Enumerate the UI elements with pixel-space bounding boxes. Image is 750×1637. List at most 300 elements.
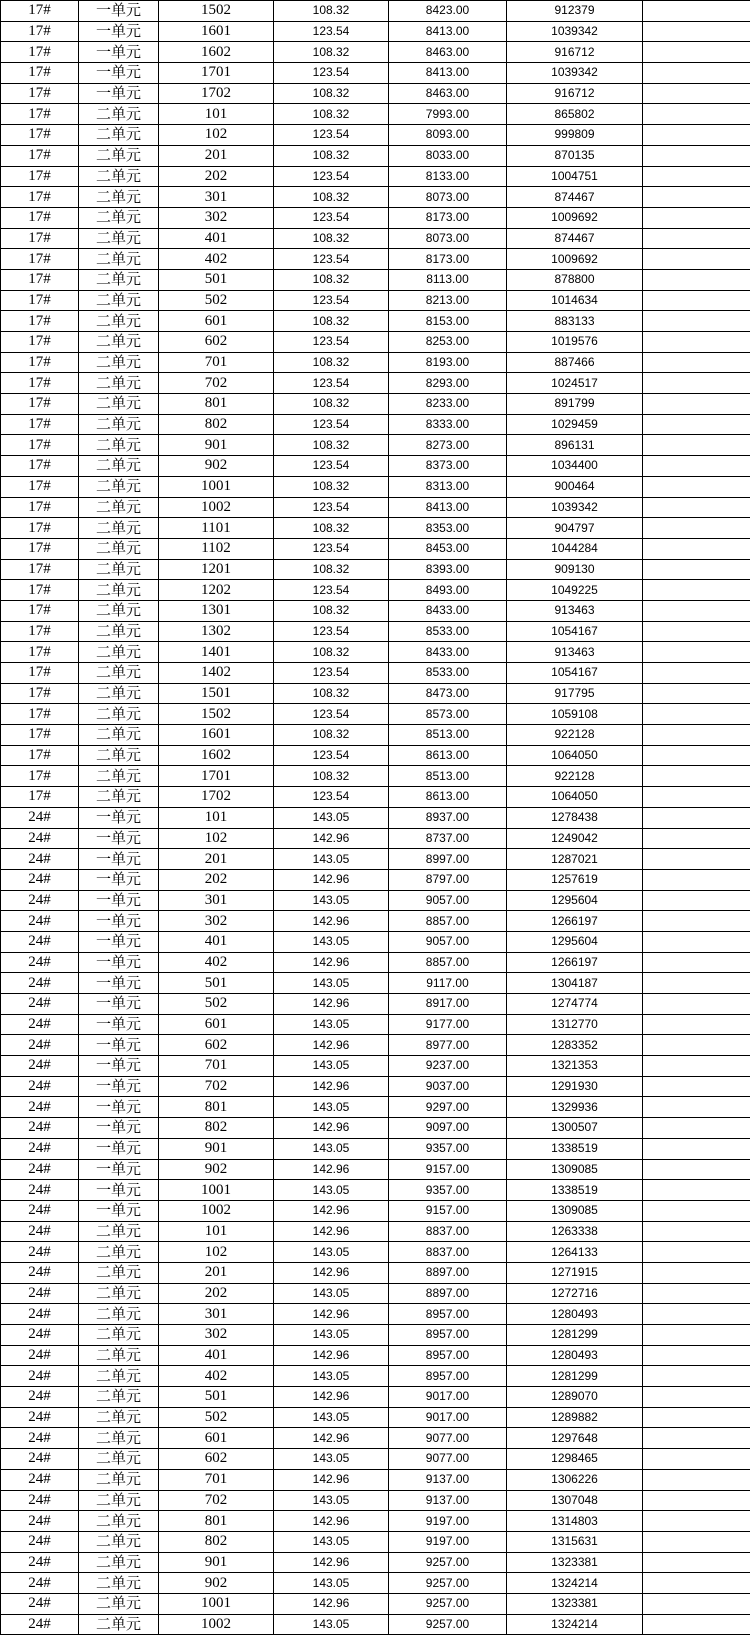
area-cell: 123.54 bbox=[274, 332, 389, 353]
room-cell: 701 bbox=[159, 1056, 274, 1077]
unit-cell: 一单元 bbox=[79, 1097, 159, 1118]
total-price-cell: 1306226 bbox=[507, 1469, 643, 1490]
total-price-cell: 1323381 bbox=[507, 1552, 643, 1573]
unit-price-cell: 8493.00 bbox=[389, 580, 507, 601]
remark-cell bbox=[643, 290, 750, 311]
unit-cell: 一单元 bbox=[79, 931, 159, 952]
total-price-cell: 1009692 bbox=[507, 207, 643, 228]
area-cell: 142.96 bbox=[274, 1035, 389, 1056]
room-cell: 801 bbox=[159, 394, 274, 415]
area-cell: 108.32 bbox=[274, 83, 389, 104]
unit-cell: 二单元 bbox=[79, 1283, 159, 1304]
total-price-cell: 916712 bbox=[507, 83, 643, 104]
building-cell: 17# bbox=[1, 766, 79, 787]
room-cell: 902 bbox=[159, 456, 274, 477]
building-cell: 17# bbox=[1, 663, 79, 684]
remark-cell bbox=[643, 1221, 750, 1242]
room-cell: 502 bbox=[159, 994, 274, 1015]
room-cell: 402 bbox=[159, 1366, 274, 1387]
unit-price-cell: 9057.00 bbox=[389, 890, 507, 911]
remark-cell bbox=[643, 745, 750, 766]
remark-cell bbox=[643, 1387, 750, 1408]
table-row bbox=[1, 642, 750, 663]
total-price-cell: 1281299 bbox=[507, 1366, 643, 1387]
room-cell: 1001 bbox=[159, 1593, 274, 1614]
remark-cell bbox=[643, 787, 750, 808]
unit-price-cell: 8957.00 bbox=[389, 1366, 507, 1387]
building-cell: 17# bbox=[1, 1, 79, 22]
total-price-cell: 1291930 bbox=[507, 1076, 643, 1097]
total-price-cell: 878800 bbox=[507, 269, 643, 290]
total-price-cell: 1314803 bbox=[507, 1511, 643, 1532]
table-row bbox=[1, 394, 750, 415]
unit-cell: 一单元 bbox=[79, 1, 159, 22]
unit-cell: 二单元 bbox=[79, 1325, 159, 1346]
remark-cell bbox=[643, 83, 750, 104]
unit-price-cell: 8333.00 bbox=[389, 414, 507, 435]
remark-cell bbox=[643, 1035, 750, 1056]
total-price-cell: 900464 bbox=[507, 476, 643, 497]
total-price-cell: 1300507 bbox=[507, 1118, 643, 1139]
remark-cell bbox=[643, 1449, 750, 1470]
area-cell: 123.54 bbox=[274, 249, 389, 270]
building-cell: 17# bbox=[1, 704, 79, 725]
total-price-cell: 1338519 bbox=[507, 1180, 643, 1201]
table-row bbox=[1, 994, 750, 1015]
building-cell: 17# bbox=[1, 559, 79, 580]
total-price-cell: 870135 bbox=[507, 145, 643, 166]
unit-cell: 一单元 bbox=[79, 994, 159, 1015]
room-cell: 302 bbox=[159, 207, 274, 228]
area-cell: 143.05 bbox=[274, 1283, 389, 1304]
total-price-cell: 896131 bbox=[507, 435, 643, 456]
area-cell: 142.96 bbox=[274, 994, 389, 1015]
total-price-cell: 887466 bbox=[507, 352, 643, 373]
area-cell: 143.05 bbox=[274, 1242, 389, 1263]
unit-price-cell: 8073.00 bbox=[389, 228, 507, 249]
unit-cell: 二单元 bbox=[79, 394, 159, 415]
unit-price-cell: 9197.00 bbox=[389, 1511, 507, 1532]
building-cell: 17# bbox=[1, 745, 79, 766]
remark-cell bbox=[643, 125, 750, 146]
area-cell: 123.54 bbox=[274, 580, 389, 601]
remark-cell bbox=[643, 435, 750, 456]
room-cell: 102 bbox=[159, 1242, 274, 1263]
building-cell: 24# bbox=[1, 973, 79, 994]
room-cell: 1501 bbox=[159, 683, 274, 704]
area-cell: 123.54 bbox=[274, 745, 389, 766]
room-cell: 301 bbox=[159, 890, 274, 911]
room-cell: 302 bbox=[159, 911, 274, 932]
area-cell: 123.54 bbox=[274, 538, 389, 559]
total-price-cell: 1312770 bbox=[507, 1014, 643, 1035]
area-cell: 143.05 bbox=[274, 1056, 389, 1077]
table-row bbox=[1, 352, 750, 373]
unit-cell: 一单元 bbox=[79, 1180, 159, 1201]
remark-cell bbox=[643, 145, 750, 166]
area-cell: 108.32 bbox=[274, 476, 389, 497]
area-cell: 108.32 bbox=[274, 1, 389, 22]
table-row bbox=[1, 269, 750, 290]
remark-cell bbox=[643, 1076, 750, 1097]
remark-cell bbox=[643, 1573, 750, 1594]
area-cell: 108.32 bbox=[274, 683, 389, 704]
remark-cell bbox=[643, 1, 750, 22]
room-cell: 301 bbox=[159, 187, 274, 208]
total-price-cell: 1338519 bbox=[507, 1138, 643, 1159]
remark-cell bbox=[643, 207, 750, 228]
table-row bbox=[1, 83, 750, 104]
unit-price-cell: 8957.00 bbox=[389, 1345, 507, 1366]
table-row bbox=[1, 952, 750, 973]
building-cell: 24# bbox=[1, 1614, 79, 1635]
unit-cell: 一单元 bbox=[79, 828, 159, 849]
total-price-cell: 1009692 bbox=[507, 249, 643, 270]
table-row bbox=[1, 621, 750, 642]
remark-cell bbox=[643, 973, 750, 994]
area-cell: 143.05 bbox=[274, 1366, 389, 1387]
total-price-cell: 891799 bbox=[507, 394, 643, 415]
building-cell: 24# bbox=[1, 1407, 79, 1428]
area-cell: 142.96 bbox=[274, 911, 389, 932]
room-cell: 1701 bbox=[159, 766, 274, 787]
room-cell: 901 bbox=[159, 435, 274, 456]
building-cell: 24# bbox=[1, 1035, 79, 1056]
remark-cell bbox=[643, 1469, 750, 1490]
building-cell: 24# bbox=[1, 1159, 79, 1180]
table-row bbox=[1, 745, 750, 766]
unit-price-cell: 9137.00 bbox=[389, 1490, 507, 1511]
unit-price-cell: 8513.00 bbox=[389, 725, 507, 746]
remark-cell bbox=[643, 1531, 750, 1552]
remark-cell bbox=[643, 621, 750, 642]
area-cell: 123.54 bbox=[274, 663, 389, 684]
unit-cell: 二单元 bbox=[79, 1511, 159, 1532]
room-cell: 1301 bbox=[159, 600, 274, 621]
table-row bbox=[1, 1449, 750, 1470]
remark-cell bbox=[643, 414, 750, 435]
area-cell: 142.96 bbox=[274, 1076, 389, 1097]
remark-cell bbox=[643, 1511, 750, 1532]
building-cell: 24# bbox=[1, 1552, 79, 1573]
total-price-cell: 1321353 bbox=[507, 1056, 643, 1077]
table-row bbox=[1, 849, 750, 870]
area-cell: 108.32 bbox=[274, 766, 389, 787]
total-price-cell: 1024517 bbox=[507, 373, 643, 394]
unit-price-cell: 8937.00 bbox=[389, 807, 507, 828]
unit-cell: 二单元 bbox=[79, 207, 159, 228]
room-cell: 102 bbox=[159, 828, 274, 849]
total-price-cell: 1281299 bbox=[507, 1325, 643, 1346]
table-row bbox=[1, 1180, 750, 1201]
remark-cell bbox=[643, 1407, 750, 1428]
room-cell: 1702 bbox=[159, 787, 274, 808]
table-row bbox=[1, 311, 750, 332]
table-row bbox=[1, 973, 750, 994]
total-price-cell: 904797 bbox=[507, 518, 643, 539]
remark-cell bbox=[643, 849, 750, 870]
room-cell: 802 bbox=[159, 1531, 274, 1552]
unit-cell: 一单元 bbox=[79, 890, 159, 911]
unit-price-cell: 8073.00 bbox=[389, 187, 507, 208]
unit-price-cell: 8413.00 bbox=[389, 63, 507, 84]
total-price-cell: 1280493 bbox=[507, 1345, 643, 1366]
room-cell: 601 bbox=[159, 1014, 274, 1035]
remark-cell bbox=[643, 1014, 750, 1035]
building-cell: 24# bbox=[1, 1593, 79, 1614]
unit-price-cell: 8513.00 bbox=[389, 766, 507, 787]
unit-cell: 一单元 bbox=[79, 63, 159, 84]
table-row bbox=[1, 290, 750, 311]
remark-cell bbox=[643, 228, 750, 249]
table-row bbox=[1, 332, 750, 353]
unit-cell: 一单元 bbox=[79, 1159, 159, 1180]
unit-cell: 二单元 bbox=[79, 1304, 159, 1325]
remark-cell bbox=[643, 1428, 750, 1449]
area-cell: 143.05 bbox=[274, 1449, 389, 1470]
building-cell: 24# bbox=[1, 1469, 79, 1490]
remark-cell bbox=[643, 683, 750, 704]
room-cell: 1202 bbox=[159, 580, 274, 601]
room-cell: 1502 bbox=[159, 704, 274, 725]
unit-price-cell: 8463.00 bbox=[389, 83, 507, 104]
total-price-cell: 1266197 bbox=[507, 911, 643, 932]
unit-price-cell: 8193.00 bbox=[389, 352, 507, 373]
total-price-cell: 1309085 bbox=[507, 1200, 643, 1221]
room-cell: 1002 bbox=[159, 1614, 274, 1635]
table-row bbox=[1, 1035, 750, 1056]
area-cell: 142.96 bbox=[274, 1552, 389, 1573]
area-cell: 123.54 bbox=[274, 456, 389, 477]
table-row bbox=[1, 1262, 750, 1283]
remark-cell bbox=[643, 269, 750, 290]
table-row bbox=[1, 1469, 750, 1490]
unit-price-cell: 9117.00 bbox=[389, 973, 507, 994]
area-cell: 142.96 bbox=[274, 1345, 389, 1366]
room-cell: 902 bbox=[159, 1159, 274, 1180]
table-row bbox=[1, 518, 750, 539]
building-cell: 17# bbox=[1, 725, 79, 746]
unit-price-cell: 8423.00 bbox=[389, 1, 507, 22]
table-row bbox=[1, 1511, 750, 1532]
table-row bbox=[1, 1490, 750, 1511]
area-cell: 142.96 bbox=[274, 1511, 389, 1532]
remark-cell bbox=[643, 642, 750, 663]
unit-price-cell: 8857.00 bbox=[389, 952, 507, 973]
table-row bbox=[1, 600, 750, 621]
area-cell: 108.32 bbox=[274, 352, 389, 373]
area-cell: 143.05 bbox=[274, 1325, 389, 1346]
total-price-cell: 1271915 bbox=[507, 1262, 643, 1283]
table-row bbox=[1, 663, 750, 684]
unit-price-cell: 8957.00 bbox=[389, 1325, 507, 1346]
room-cell: 201 bbox=[159, 1262, 274, 1283]
area-cell: 143.05 bbox=[274, 890, 389, 911]
room-cell: 802 bbox=[159, 414, 274, 435]
building-cell: 17# bbox=[1, 207, 79, 228]
building-cell: 17# bbox=[1, 269, 79, 290]
building-cell: 24# bbox=[1, 1428, 79, 1449]
area-cell: 108.32 bbox=[274, 518, 389, 539]
total-price-cell: 1019576 bbox=[507, 332, 643, 353]
unit-price-cell: 8433.00 bbox=[389, 600, 507, 621]
remark-cell bbox=[643, 1552, 750, 1573]
unit-price-cell: 8433.00 bbox=[389, 642, 507, 663]
building-cell: 17# bbox=[1, 63, 79, 84]
total-price-cell: 1315631 bbox=[507, 1531, 643, 1552]
unit-cell: 二单元 bbox=[79, 125, 159, 146]
remark-cell bbox=[643, 1366, 750, 1387]
building-cell: 24# bbox=[1, 1345, 79, 1366]
total-price-cell: 1039342 bbox=[507, 63, 643, 84]
room-cell: 101 bbox=[159, 104, 274, 125]
room-cell: 1102 bbox=[159, 538, 274, 559]
remark-cell bbox=[643, 166, 750, 187]
room-cell: 602 bbox=[159, 1449, 274, 1470]
total-price-cell: 912379 bbox=[507, 1, 643, 22]
table-row bbox=[1, 559, 750, 580]
area-cell: 108.32 bbox=[274, 311, 389, 332]
building-cell: 24# bbox=[1, 1262, 79, 1283]
room-cell: 702 bbox=[159, 1076, 274, 1097]
total-price-cell: 1323381 bbox=[507, 1593, 643, 1614]
room-cell: 701 bbox=[159, 352, 274, 373]
unit-cell: 二单元 bbox=[79, 414, 159, 435]
building-cell: 24# bbox=[1, 911, 79, 932]
building-cell: 17# bbox=[1, 125, 79, 146]
area-cell: 108.32 bbox=[274, 435, 389, 456]
remark-cell bbox=[643, 890, 750, 911]
total-price-cell: 1324214 bbox=[507, 1614, 643, 1635]
unit-cell: 二单元 bbox=[79, 1573, 159, 1594]
total-price-cell: 1309085 bbox=[507, 1159, 643, 1180]
unit-cell: 二单元 bbox=[79, 1593, 159, 1614]
total-price-cell: 1295604 bbox=[507, 931, 643, 952]
unit-cell: 二单元 bbox=[79, 1552, 159, 1573]
unit-cell: 二单元 bbox=[79, 518, 159, 539]
unit-cell: 一单元 bbox=[79, 21, 159, 42]
unit-cell: 二单元 bbox=[79, 559, 159, 580]
area-cell: 108.32 bbox=[274, 600, 389, 621]
table-row bbox=[1, 1531, 750, 1552]
unit-cell: 二单元 bbox=[79, 1449, 159, 1470]
table-row bbox=[1, 145, 750, 166]
unit-cell: 二单元 bbox=[79, 1490, 159, 1511]
building-cell: 17# bbox=[1, 683, 79, 704]
building-cell: 17# bbox=[1, 435, 79, 456]
area-cell: 143.05 bbox=[274, 1573, 389, 1594]
room-cell: 202 bbox=[159, 166, 274, 187]
table-row bbox=[1, 228, 750, 249]
area-cell: 143.05 bbox=[274, 973, 389, 994]
room-cell: 501 bbox=[159, 1387, 274, 1408]
unit-price-cell: 8413.00 bbox=[389, 497, 507, 518]
room-cell: 801 bbox=[159, 1097, 274, 1118]
unit-price-cell: 8463.00 bbox=[389, 42, 507, 63]
unit-price-cell: 8473.00 bbox=[389, 683, 507, 704]
building-cell: 17# bbox=[1, 104, 79, 125]
unit-cell: 二单元 bbox=[79, 456, 159, 477]
building-cell: 17# bbox=[1, 145, 79, 166]
room-cell: 601 bbox=[159, 1428, 274, 1449]
remark-cell bbox=[643, 931, 750, 952]
remark-cell bbox=[643, 1242, 750, 1263]
building-cell: 24# bbox=[1, 1138, 79, 1159]
building-cell: 24# bbox=[1, 994, 79, 1015]
room-cell: 701 bbox=[159, 1469, 274, 1490]
area-cell: 108.32 bbox=[274, 269, 389, 290]
table-body bbox=[1, 1, 750, 1635]
unit-cell: 二单元 bbox=[79, 787, 159, 808]
remark-cell bbox=[643, 373, 750, 394]
total-price-cell: 1329936 bbox=[507, 1097, 643, 1118]
remark-cell bbox=[643, 497, 750, 518]
total-price-cell: 1266197 bbox=[507, 952, 643, 973]
total-price-cell: 1004751 bbox=[507, 166, 643, 187]
table-row bbox=[1, 414, 750, 435]
area-cell: 142.96 bbox=[274, 869, 389, 890]
unit-price-cell: 9177.00 bbox=[389, 1014, 507, 1035]
total-price-cell: 874467 bbox=[507, 228, 643, 249]
remark-cell bbox=[643, 1056, 750, 1077]
remark-cell bbox=[643, 394, 750, 415]
total-price-cell: 1054167 bbox=[507, 663, 643, 684]
remark-cell bbox=[643, 1097, 750, 1118]
unit-cell: 二单元 bbox=[79, 1345, 159, 1366]
area-cell: 123.54 bbox=[274, 125, 389, 146]
area-cell: 142.96 bbox=[274, 1469, 389, 1490]
table-row bbox=[1, 1366, 750, 1387]
area-cell: 143.05 bbox=[274, 1097, 389, 1118]
area-cell: 142.96 bbox=[274, 1387, 389, 1408]
total-price-cell: 1324214 bbox=[507, 1573, 643, 1594]
room-cell: 1002 bbox=[159, 497, 274, 518]
unit-price-cell: 9077.00 bbox=[389, 1449, 507, 1470]
building-cell: 17# bbox=[1, 414, 79, 435]
room-cell: 1601 bbox=[159, 21, 274, 42]
total-price-cell: 1034400 bbox=[507, 456, 643, 477]
unit-price-cell: 9017.00 bbox=[389, 1407, 507, 1428]
unit-cell: 一单元 bbox=[79, 83, 159, 104]
table-row bbox=[1, 1387, 750, 1408]
building-cell: 17# bbox=[1, 249, 79, 270]
total-price-cell: 1280493 bbox=[507, 1304, 643, 1325]
unit-cell: 一单元 bbox=[79, 1138, 159, 1159]
room-cell: 202 bbox=[159, 1283, 274, 1304]
building-cell: 24# bbox=[1, 890, 79, 911]
room-cell: 1101 bbox=[159, 518, 274, 539]
table-row bbox=[1, 1614, 750, 1635]
table-row bbox=[1, 207, 750, 228]
total-price-cell: 1289070 bbox=[507, 1387, 643, 1408]
remark-cell bbox=[643, 1138, 750, 1159]
area-cell: 108.32 bbox=[274, 187, 389, 208]
remark-cell bbox=[643, 807, 750, 828]
building-cell: 24# bbox=[1, 1531, 79, 1552]
building-cell: 24# bbox=[1, 1325, 79, 1346]
unit-price-cell: 8273.00 bbox=[389, 435, 507, 456]
total-price-cell: 1059108 bbox=[507, 704, 643, 725]
area-cell: 108.32 bbox=[274, 145, 389, 166]
total-price-cell: 1039342 bbox=[507, 21, 643, 42]
total-price-cell: 1272716 bbox=[507, 1283, 643, 1304]
area-cell: 123.54 bbox=[274, 414, 389, 435]
unit-price-cell: 9237.00 bbox=[389, 1056, 507, 1077]
remark-cell bbox=[643, 911, 750, 932]
room-cell: 901 bbox=[159, 1138, 274, 1159]
total-price-cell: 1283352 bbox=[507, 1035, 643, 1056]
table-row bbox=[1, 104, 750, 125]
